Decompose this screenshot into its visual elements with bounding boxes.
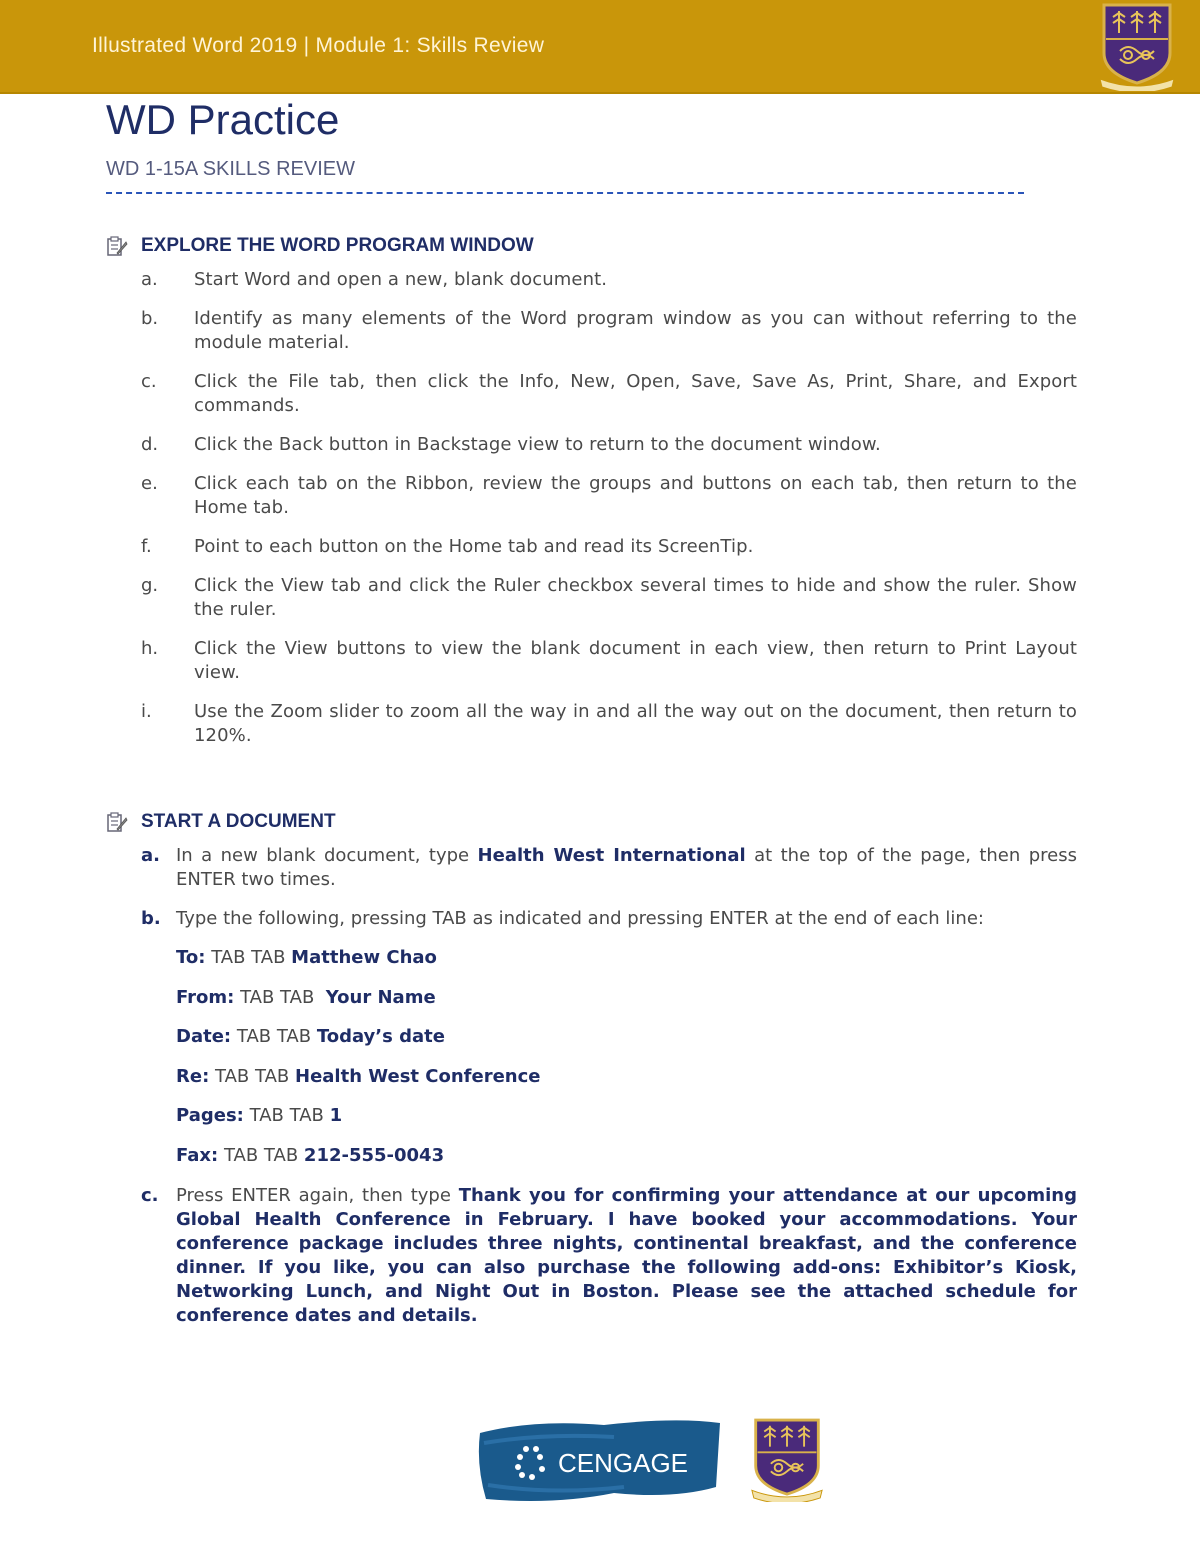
- memo-line: [176, 1104, 1077, 1128]
- memo-tabs: TAB TAB: [236, 1026, 312, 1048]
- memo-line: [176, 1065, 1077, 1089]
- list-item: [141, 637, 1077, 685]
- memo-line: [176, 1144, 1077, 1168]
- item-text: Point to each button on the Home tab and read its ScreenTip.: [194, 536, 754, 557]
- memo-label: Date:: [176, 1026, 232, 1048]
- clipboard-icon: [106, 811, 128, 833]
- list-item: [141, 574, 1077, 622]
- memo-tabs: TAB TAB: [211, 947, 286, 968]
- memo-label: Pages:: [176, 1105, 244, 1127]
- memo-label: To:: [176, 947, 206, 968]
- item-letter: b.: [141, 908, 161, 929]
- cengage-logo-text: CENGAGE: [558, 1448, 689, 1478]
- item-letter: h.: [141, 638, 159, 659]
- memo-tabs: TAB TAB: [215, 1065, 290, 1087]
- item-text: Use the Zoom slider to zoom all the way in and all the way out on the document, then return to 120%.: [194, 701, 1077, 746]
- item-text-pre: Press ENTER again, then type: [176, 1184, 459, 1206]
- memo-line: [176, 1025, 1077, 1049]
- memo-line: [176, 986, 1077, 1010]
- list-item: [141, 370, 1077, 418]
- section-header-start-document: [106, 809, 336, 835]
- memo-value: Matthew Chao: [291, 947, 437, 968]
- memo-value: 212-555-0043: [303, 1144, 445, 1166]
- item-text: Click each tab on the Ribbon, review the groups and buttons on each tab, then return to the Home tab.: [194, 473, 1077, 518]
- item-text: Click the View buttons to view the blank document in each view, then return to Print Layout view.: [194, 638, 1077, 683]
- item-letter: e.: [141, 473, 158, 494]
- item-text: Start Word and open a new, blank document.: [194, 269, 608, 290]
- list-item: [141, 268, 1077, 292]
- section-title: START A DOCUMENT: [141, 811, 336, 832]
- list-item: [141, 433, 1077, 457]
- start-document-steps-list: [141, 844, 1077, 1343]
- item-letter: b.: [141, 308, 159, 329]
- item-text: Type the following, pressing TAB as indicated and pressing ENTER at the end of each line:: [176, 908, 984, 929]
- item-text: Identify as many elements of the Word program window as you can without referring to the module material.: [194, 308, 1077, 353]
- list-item: [141, 472, 1077, 520]
- item-letter: g.: [141, 575, 159, 596]
- memo-tabs: TAB TAB: [240, 986, 315, 1008]
- list-item: [141, 844, 1077, 892]
- list-item: [141, 535, 1077, 559]
- memo-label: From:: [176, 986, 235, 1008]
- dashed-divider: [106, 192, 1024, 194]
- item-text: Click the Back button in Backstage view to return to the document window.: [194, 434, 881, 455]
- memo-value: Health West Conference: [295, 1065, 541, 1087]
- item-letter: c.: [141, 1184, 159, 1206]
- explore-steps-list: [141, 268, 1077, 763]
- memo-tabs: TAB TAB: [223, 1144, 299, 1166]
- memo-value: 1: [329, 1105, 343, 1127]
- list-item: [141, 907, 1077, 931]
- memo-value: Your Name: [325, 986, 436, 1008]
- typed-text: Health West International: [477, 845, 746, 866]
- item-letter: a.: [141, 269, 158, 290]
- item-letter: d.: [141, 434, 159, 455]
- header-bar: [0, 0, 1200, 94]
- university-crest-icon: [750, 1416, 824, 1502]
- memo-label: Fax:: [176, 1144, 219, 1166]
- item-text: [176, 1184, 1077, 1328]
- memo-lines: [176, 946, 1077, 1168]
- item-text: Click the File tab, then click the Info, New, Open, Save, Save As, Print, Share, and Export commands.: [194, 371, 1077, 416]
- page-title: WD Practice: [106, 96, 340, 143]
- list-item: [141, 700, 1077, 748]
- item-text-post: at the top of the page, then press ENTER two times.: [176, 845, 1077, 890]
- item-text: [176, 844, 1077, 892]
- section-title: EXPLORE THE WORD PROGRAM WINDOW: [141, 235, 534, 256]
- memo-tabs: TAB TAB: [249, 1105, 324, 1127]
- memo-line: [176, 946, 1077, 970]
- list-item: [141, 1184, 1077, 1328]
- header-title: Illustrated Word 2019 | Module 1: Skills Review: [92, 34, 545, 57]
- section-header-explore: [106, 233, 534, 259]
- page-subtitle: WD 1-15A SKILLS REVIEW: [106, 158, 355, 180]
- memo-label: Re:: [176, 1065, 210, 1087]
- typed-text: Thank you for confirming your attendance at our upcoming Global Health Conference in February. I have booked your accommodations. Your conference package includes three nights, continental breakfast, and the conference dinner. If you like, you can also purchase the following add-ons: Exhibitor’s Kiosk, Networking Lunch, and Night Out in Boston. Please see the attached schedule for conference dates and details.: [176, 1184, 1077, 1326]
- item-letter: i.: [141, 701, 152, 722]
- item-letter: f.: [141, 536, 152, 557]
- memo-value: Today’s date: [316, 1026, 445, 1048]
- list-item: [141, 307, 1077, 355]
- item-letter: a.: [141, 845, 160, 866]
- item-text: Click the View tab and click the Ruler checkbox several times to hide and show the ruler. Show the ruler.: [194, 575, 1077, 620]
- item-text-pre: In a new blank document, type: [176, 845, 478, 866]
- clipboard-icon: [106, 235, 128, 257]
- university-crest-icon: [1098, 1, 1176, 91]
- item-letter: c.: [141, 371, 157, 392]
- cengage-logo: [474, 1415, 724, 1507]
